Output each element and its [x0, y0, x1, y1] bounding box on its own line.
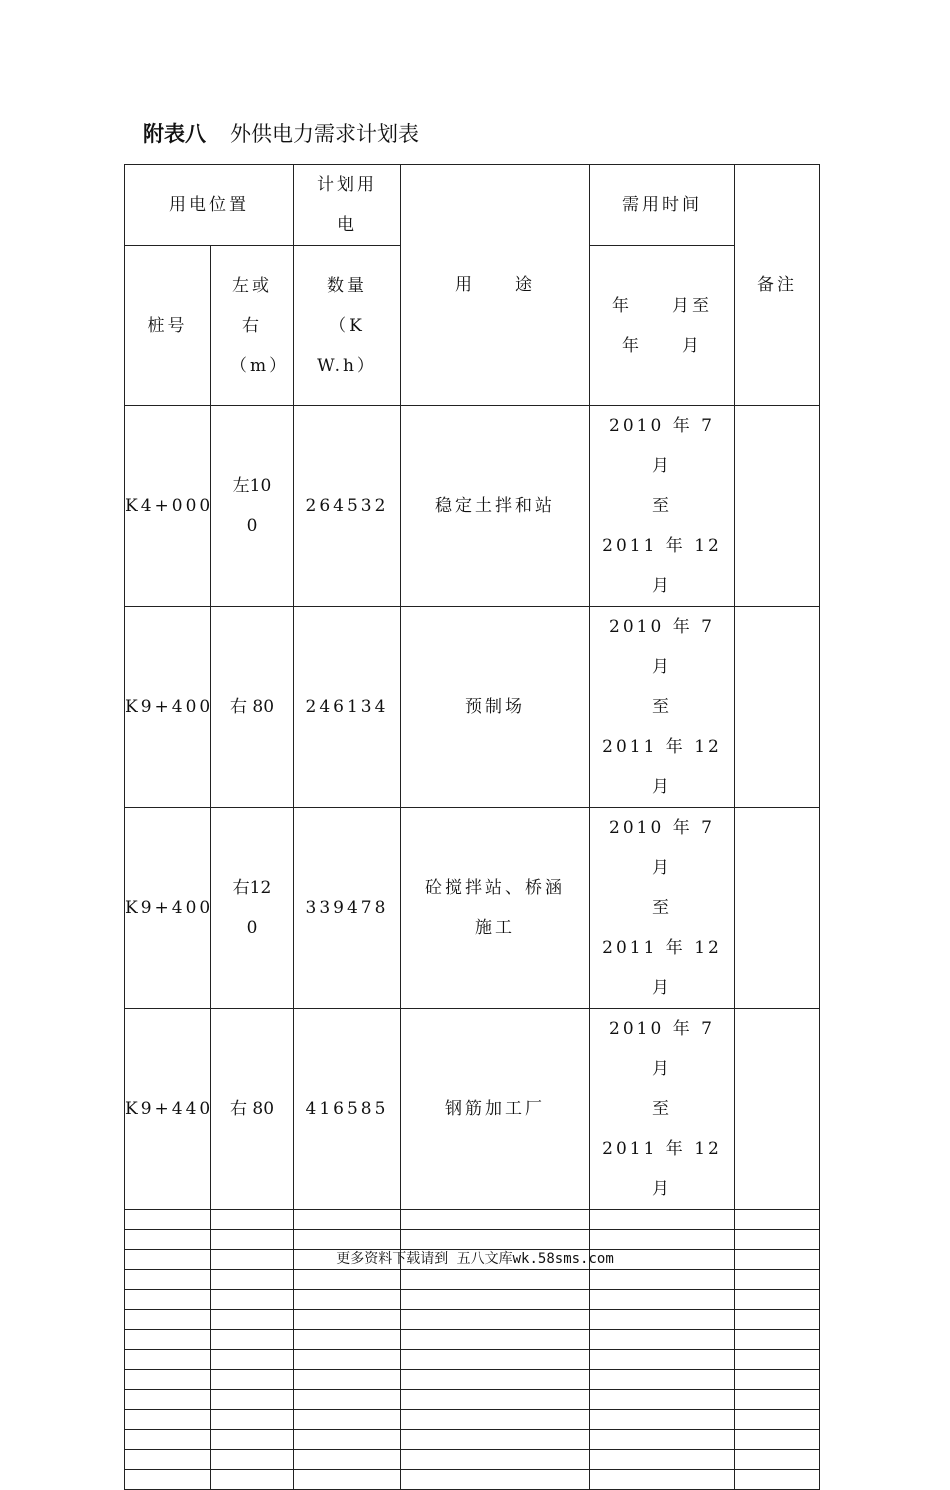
- blank-cell: [125, 1350, 211, 1370]
- blank-cell: [294, 1350, 401, 1370]
- quantity-cell: 416585: [294, 1009, 401, 1210]
- station-cell: K4+000: [125, 406, 211, 607]
- blank-cell: [294, 1210, 401, 1230]
- blank-cell: [590, 1210, 735, 1230]
- header-purpose: 用 途: [401, 165, 590, 406]
- blank-cell: [125, 1470, 211, 1490]
- header-time: 需用时间: [590, 165, 735, 246]
- blank-cell: [401, 1230, 590, 1250]
- blank-cell: [401, 1290, 590, 1310]
- period-to: 至: [652, 1099, 672, 1119]
- header-period: [590, 246, 735, 406]
- blank-cell: [294, 1450, 401, 1470]
- blank-cell: [294, 1310, 401, 1330]
- title-text: 外供电力需求计划表: [230, 122, 419, 146]
- blank-cell: [125, 1230, 211, 1250]
- blank-cell: [125, 1430, 211, 1450]
- blank-cell: [735, 1310, 820, 1330]
- blank-row: [125, 1350, 820, 1370]
- period-to: 至: [652, 898, 672, 918]
- blank-cell: [125, 1370, 211, 1390]
- blank-cell: [590, 1470, 735, 1490]
- period-to: 至: [652, 697, 672, 717]
- blank-cell: [294, 1230, 401, 1250]
- blank-cell: [294, 1270, 401, 1290]
- purpose-cell: 砼搅拌站、桥涵施工: [401, 808, 590, 1009]
- blank-cell: [125, 1410, 211, 1430]
- blank-cell: [735, 1350, 820, 1370]
- remark-cell: [735, 808, 820, 1009]
- period-end: 2011 年 12 月: [602, 536, 722, 596]
- blank-row: [125, 1470, 820, 1490]
- blank-cell: [125, 1450, 211, 1470]
- blank-cell: [294, 1370, 401, 1390]
- blank-cell: [125, 1330, 211, 1350]
- table-row: [125, 1009, 820, 1210]
- blank-cell: [294, 1330, 401, 1350]
- period-cell: [590, 1009, 735, 1210]
- remark-cell: [735, 607, 820, 808]
- quantity-cell: 339478: [294, 808, 401, 1009]
- blank-cell: [401, 1470, 590, 1490]
- side-cell: 右120: [211, 808, 294, 1009]
- blank-cell: [211, 1430, 294, 1450]
- blank-cell: [211, 1290, 294, 1310]
- power-demand-table: [124, 164, 820, 1490]
- blank-cell: [401, 1390, 590, 1410]
- blank-cell: [735, 1330, 820, 1350]
- period-start: 2010 年 7 月: [609, 617, 735, 677]
- blank-cell: [590, 1410, 735, 1430]
- purpose-cell: 钢筋加工厂: [401, 1009, 590, 1210]
- header-quantity: 数量（KW.h）: [294, 246, 401, 406]
- blank-row: [125, 1270, 820, 1290]
- blank-cell: [401, 1310, 590, 1330]
- blank-cell: [401, 1270, 590, 1290]
- blank-cell: [211, 1270, 294, 1290]
- period-cell: [590, 808, 735, 1009]
- blank-row: [125, 1370, 820, 1390]
- blank-cell: [735, 1410, 820, 1430]
- blank-cell: [735, 1450, 820, 1470]
- quantity-cell: 264532: [294, 406, 401, 607]
- blank-cell: [735, 1270, 820, 1290]
- blank-cell: [125, 1390, 211, 1410]
- blank-cell: [294, 1290, 401, 1310]
- blank-cell: [590, 1330, 735, 1350]
- station-cell: K9+440: [125, 1009, 211, 1210]
- header-row-1: [125, 165, 820, 246]
- blank-cell: [735, 1210, 820, 1230]
- purpose-cell: 预制场: [401, 607, 590, 808]
- blank-row: [125, 1330, 820, 1350]
- footer-note: 更多资料下载请到 五八文库wk.58sms.com: [336, 1251, 614, 1267]
- table-row: [125, 808, 820, 1009]
- blank-cell: [401, 1370, 590, 1390]
- header-location: 用电位置: [125, 165, 294, 246]
- header-side: 左或右（m）: [211, 246, 294, 406]
- remark-cell: [735, 406, 820, 607]
- blank-cell: [590, 1430, 735, 1450]
- side-cell: 右 80: [211, 607, 294, 808]
- station-cell: K9+400: [125, 808, 211, 1009]
- blank-cell: [401, 1330, 590, 1350]
- header-period-line2: 年 月: [622, 335, 702, 356]
- header-station: 桩号: [125, 246, 211, 406]
- blank-cell: [590, 1230, 735, 1250]
- blank-cell: [211, 1370, 294, 1390]
- blank-cell: [294, 1470, 401, 1490]
- period-start: 2010 年 7 月: [609, 1019, 735, 1079]
- blank-cell: [125, 1310, 211, 1330]
- blank-cell: [401, 1450, 590, 1470]
- period-end: 2011 年 12 月: [602, 938, 722, 998]
- remark-cell: [735, 1009, 820, 1210]
- blank-cell: [590, 1450, 735, 1470]
- blank-cell: [401, 1210, 590, 1230]
- blank-cell: [590, 1290, 735, 1310]
- blank-cell: [211, 1350, 294, 1370]
- period-start: 2010 年 7 月: [609, 416, 735, 476]
- blank-cell: [401, 1410, 590, 1430]
- title-tag: 附表八: [143, 121, 206, 146]
- blank-cell: [125, 1270, 211, 1290]
- blank-cell: [590, 1270, 735, 1290]
- blank-cell: [590, 1350, 735, 1370]
- blank-cell: [211, 1330, 294, 1350]
- period-end: 2011 年 12 月: [602, 1139, 722, 1199]
- blank-cell: [401, 1350, 590, 1370]
- blank-row: [125, 1390, 820, 1410]
- period-end: 2011 年 12 月: [602, 737, 722, 797]
- blank-row: [125, 1310, 820, 1330]
- period-cell: [590, 406, 735, 607]
- blank-cell: [294, 1410, 401, 1430]
- blank-cell: [211, 1390, 294, 1410]
- blank-cell: [735, 1290, 820, 1310]
- blank-cell: [735, 1370, 820, 1390]
- blank-cell: [735, 1230, 820, 1250]
- blank-row: [125, 1230, 820, 1250]
- blank-cell: [211, 1310, 294, 1330]
- period-start: 2010 年 7 月: [609, 818, 735, 878]
- blank-cell: [735, 1430, 820, 1450]
- blank-row: [125, 1210, 820, 1230]
- blank-cell: [125, 1210, 211, 1230]
- blank-cell: [401, 1430, 590, 1450]
- station-cell: K9+400: [125, 607, 211, 808]
- table-row: [125, 607, 820, 808]
- period-to: 至: [652, 496, 672, 516]
- blank-row: [125, 1410, 820, 1430]
- blank-cell: [211, 1210, 294, 1230]
- side-cell: 左100: [211, 406, 294, 607]
- blank-cell: [590, 1390, 735, 1410]
- blank-cell: [590, 1310, 735, 1330]
- blank-cell: [211, 1230, 294, 1250]
- header-remark: 备注: [735, 165, 820, 406]
- document-title: [143, 118, 419, 148]
- blank-cell: [211, 1470, 294, 1490]
- table-row: [125, 406, 820, 607]
- header-period-line1: 年 月至: [612, 295, 712, 316]
- blank-cell: [294, 1390, 401, 1410]
- quantity-cell: 246134: [294, 607, 401, 808]
- blank-cell: [735, 1470, 820, 1490]
- header-planned: 计划用电: [294, 165, 401, 246]
- side-cell: 右 80: [211, 1009, 294, 1210]
- blank-cell: [294, 1430, 401, 1450]
- blank-row: [125, 1290, 820, 1310]
- purpose-cell: 稳定土拌和站: [401, 406, 590, 607]
- blank-cell: [211, 1450, 294, 1470]
- blank-cell: [125, 1290, 211, 1310]
- blank-cell: [735, 1390, 820, 1410]
- blank-row: [125, 1450, 820, 1470]
- blank-cell: [211, 1410, 294, 1430]
- period-cell: [590, 607, 735, 808]
- blank-row: [125, 1430, 820, 1450]
- blank-cell: [590, 1370, 735, 1390]
